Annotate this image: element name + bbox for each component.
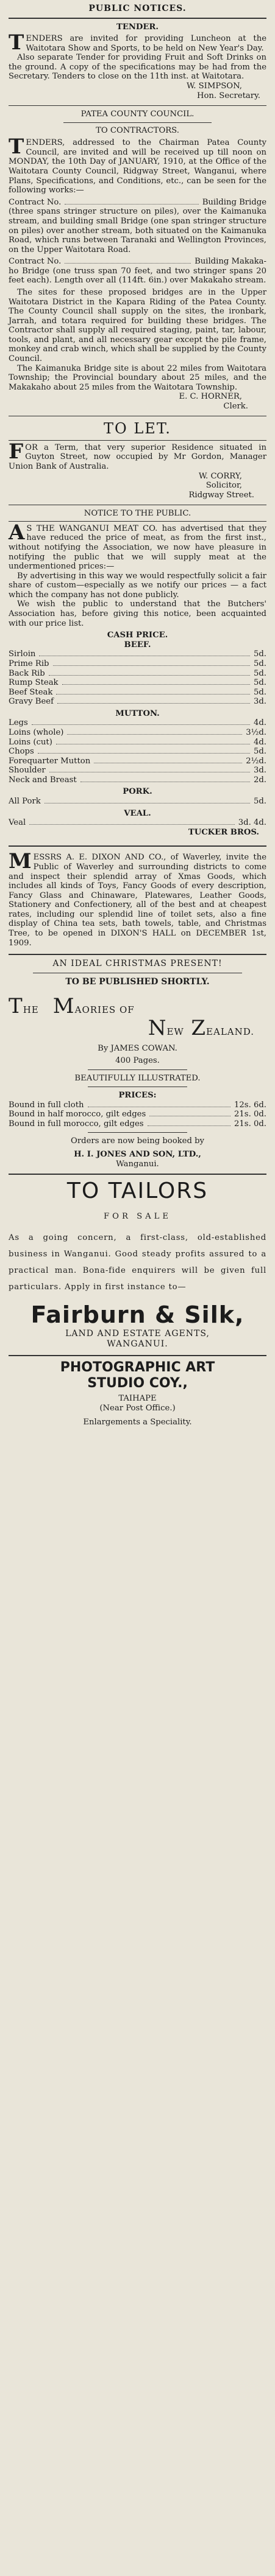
book-title [9, 994, 266, 1040]
signature-name: W. CORRY, [198, 471, 242, 481]
contract-text: ho Bridge (one truss span 70 feet, and two stringer spans 20 feet each). Length over all (114ft. 6in.) over Makakaho stream. [9, 266, 266, 285]
price-row [9, 757, 266, 766]
mutton-title: MUTTON. [115, 709, 160, 718]
price-row [9, 747, 266, 757]
divider [88, 1069, 187, 1070]
dixon-text: ESSRS A. E. DIXON AND CO., of Waverley, invite the Public of Waverley and surrounding districts to come and inspect their splendid array of Xmas Goods, which includes all kinds of Toys, Fancy Goods of every description, Fancy Glass and Chinaware, Platewares, Leather Goods, Stationery and Confectionery, all of the best and at cheapest rates, including our splendid line of toilet sets, also a fine display of China tea sets, bath towels, table, and Christmas Tree, to be opened in DIXON'S HALL on DECEMBER 1st, 1909. [9, 853, 266, 948]
price-value: 21s. 0d. [234, 1119, 266, 1129]
veal-title: VEAL. [124, 808, 151, 818]
maories-line2: TO BE PUBLISHED SHORTLY. [65, 976, 210, 987]
contract-label: Contract No. [9, 257, 62, 267]
maories-line1: AN IDEAL CHRISTMAS PRESENT! [52, 959, 223, 969]
meat-paragraph: S THE WANGANUI MEAT CO. has advertised that they have reduced the price of meat, as from the first inst., without notifying the Association, we now have pleasure in notifying the public that we will supply meat at the undermentioned prices:— [9, 523, 266, 572]
pork-price-list [9, 797, 266, 807]
price-item: Sirloin [9, 649, 36, 659]
price-row [9, 766, 266, 775]
meat-notice [9, 509, 266, 837]
mutton-price-list [9, 718, 266, 785]
price-value: 5d. [253, 687, 266, 697]
divider [9, 1355, 266, 1356]
to-let-notice [9, 420, 266, 500]
price-row [9, 718, 266, 728]
signature-role: Solicitor, [205, 481, 242, 491]
contract-title: Building Makaka- [195, 257, 266, 267]
patea-notice [9, 110, 266, 411]
price-item: Bound in full morocco, gilt edges [9, 1119, 144, 1129]
price-item: Shoulder [9, 766, 46, 775]
leader-dots [49, 675, 250, 676]
signature-role: Hon. Secretary. [196, 91, 260, 100]
beef-title: BEEF. [124, 640, 151, 649]
tender-paragraph: ENDERS are invited for providing Luncheon at the Waitotara Show and Sports, to be held on New Year's Day. [26, 34, 266, 53]
price-item: Forequarter Mutton [9, 756, 91, 766]
fairburn-notice [9, 1301, 266, 1349]
illustrated: BEAUTIFULLY ILLUSTRATED. [74, 1073, 201, 1083]
signature-address: Ridgway Street. [188, 490, 254, 500]
price-value: 21s. 0d. [234, 1110, 266, 1119]
price-item: Gravy Beef [9, 697, 54, 707]
publisher: H. I. JONES AND SON, LTD., [74, 1150, 201, 1159]
title-initial: N [148, 1016, 167, 1041]
to-let-heading: TO LET. [104, 420, 171, 438]
tailors-notice [9, 1178, 266, 1295]
fairburn-sub: LAND AND ESTATE AGENTS, [65, 1329, 210, 1339]
price-value: 12s. 6d. [234, 1100, 266, 1110]
price-value: 4d. [253, 737, 266, 747]
photo-line3: TAIHAPE [118, 1394, 157, 1404]
price-value: 3½d. [246, 727, 266, 737]
orders-line: Orders are now being booked by [71, 1136, 204, 1146]
patea-distances: The Kaimanuka Bridge site is about 22 miles from Waitotara Township; the Provincial boundary about 25 miles, and the Makakaho about 25 miles from the Waitotara Township. [9, 363, 266, 392]
price-row [9, 738, 266, 747]
title-part: HE [23, 1004, 39, 1016]
price-item: Beef Steak [9, 687, 53, 697]
pages: 400 Pages. [115, 1055, 160, 1065]
signature-name: E. C. HORNER, [179, 392, 242, 402]
tailors-text: As a going concern, a first-class, old-established business in Wanganui. Good steady profits assured to a practical man. Bona-fide enquirers will be given full particulars. Apply in first instance to— [9, 1233, 266, 1292]
price-value: 4d. [253, 718, 266, 728]
title-part: AORIES OF [74, 1004, 135, 1016]
photo-line4: (Near Post Office.) [99, 1403, 176, 1413]
leader-dots [62, 684, 250, 685]
page-title: PUBLIC NOTICES. [88, 4, 187, 13]
photo-line5: Enlargements a Speciality. [83, 1418, 192, 1427]
price-row [9, 1110, 266, 1119]
price-row [9, 797, 266, 807]
fairburn-place: WANGANUI. [107, 1339, 168, 1349]
tender-heading: TENDER. [116, 22, 159, 32]
price-item: All Pork [9, 797, 41, 807]
title-initial: M [52, 994, 75, 1019]
publisher-place: Wanganui. [116, 1159, 159, 1169]
contract-text: (three spans stringer structure on piles), over the Kaimanuka stream, and building small Bridge (one span stringer structure on piles) over another stream, both situated on the Kaimanuka Road, which runs between Taranaki and Wellington Provinces, on the Upper Waitotara Road. [9, 207, 266, 254]
contract-2 [9, 257, 266, 285]
prices-title: PRICES: [118, 1091, 157, 1101]
dropcap: T [9, 30, 24, 55]
leader-dots [56, 694, 250, 695]
price-row [9, 669, 266, 679]
divider [9, 105, 266, 106]
title-part: EALAND. [206, 1026, 254, 1038]
meat-paragraph: We wish the public to understand that the Butchers' Association has, before giving this notice, been acquainted with our price list. [9, 600, 266, 628]
price-row [9, 678, 266, 688]
divider [9, 521, 266, 522]
leader-dots [67, 734, 242, 735]
signature-name: TUCKER BROS. [188, 827, 259, 837]
price-row [9, 659, 266, 669]
price-value: 3d. [253, 697, 266, 707]
price-row [9, 775, 266, 785]
dixon-notice [9, 849, 266, 948]
price-item: Loins (cut) [9, 737, 52, 747]
divider [9, 1174, 266, 1175]
price-row [9, 649, 266, 659]
divider [88, 1132, 187, 1133]
price-row [9, 1119, 266, 1129]
to-let-text: OR a Term, that very superior Residence situated in Guyton Street, now occupied by Mr Gordon, Manager Union Bank of Australia. [9, 443, 266, 471]
price-value: 3d. [253, 766, 266, 775]
title-initial: Z [191, 1016, 207, 1041]
photo-line1: PHOTOGRAPHIC ART [60, 1360, 215, 1376]
leader-dots [29, 824, 235, 825]
leader-dots [53, 665, 250, 666]
patea-intro: ENDERS, addressed to the Chairman Patea County Council, are invited and will be received up till noon on MONDAY, the 10th Day of JANUARY, 1910, at the Office of the Waitotara County Council, Ridgway Street, Wanganui, where Plans, Specifications, and Conditions, etc., can be seen for the following works:— [9, 138, 266, 195]
tailors-sub: FOR SALE [103, 1211, 172, 1221]
contract-title: Building Bridge [202, 197, 266, 207]
price-row [9, 688, 266, 698]
photo-line2: STUDIO COY., [87, 1376, 188, 1391]
divider [9, 954, 266, 955]
patea-heading: PATEA COUNTY COUNCIL. [80, 110, 195, 119]
signature-name: W. SIMPSON, [187, 81, 242, 91]
price-item: Neck and Breast [9, 775, 77, 785]
tailors-heading: TO TAILORS [66, 1178, 209, 1204]
dropcap: T [9, 135, 24, 159]
price-item: Bound in half morocco, gilt edges [9, 1110, 146, 1119]
maories-notice [9, 959, 266, 1169]
pork-title: PORK. [123, 787, 152, 797]
book-price-list [9, 1101, 266, 1129]
contract-label: Contract No. [9, 197, 62, 207]
leader-dots [57, 703, 250, 704]
leader-dots [65, 204, 198, 205]
author: By JAMES COWAN. [98, 1044, 177, 1054]
beef-price-list [9, 649, 266, 706]
meat-heading: NOTICE TO THE PUBLIC. [84, 509, 191, 519]
patea-sites: The sites for these proposed bridges are in the Upper Waitotara District in the Kapara Riding of the Patea County. The County Council shall supply on the sites, the ironbark, Jarrah, and totara required for building these bridges. The Contractor shall supply all required staging, paint, tar, labour, tools, and plant, and all necessary gear except the pile frame, monkey and crab winch, which shall be supplied by the County Council. [9, 287, 266, 364]
leader-dots [148, 1125, 230, 1126]
divider [9, 18, 266, 19]
fairburn-name: Fairburn & Silk, [30, 1301, 245, 1329]
price-value: 5d. [253, 797, 266, 807]
tender-paragraph: Also separate Tender for providing Fruit and Soft Drinks on the ground. A copy of the specifications may be had from the Secretary. Tenders to close on the 11th inst. at Waitotara. [9, 53, 266, 82]
contract-1 [9, 198, 266, 254]
price-value: 2½d. [246, 756, 266, 766]
price-value: 5d. [253, 649, 266, 659]
price-item: Rump Steak [9, 678, 59, 688]
dropcap: F [9, 439, 24, 464]
price-value: 2d. [253, 775, 266, 785]
divider [63, 122, 212, 123]
title-part: EW [166, 1026, 184, 1038]
leader-dots [38, 753, 250, 754]
meat-paragraph: By advertising in this way we would respectfully solicit a fair share of custom—especially as we notify our prices — a fact which the company has not done publicly. [9, 571, 266, 600]
price-row [9, 697, 266, 707]
price-row [9, 1101, 266, 1110]
title-initial: T [9, 994, 23, 1019]
dropcap: A [9, 520, 25, 545]
price-value: 3d. 4d. [238, 818, 266, 828]
dropcap: M [9, 849, 32, 874]
price-item: Back Rib [9, 668, 45, 678]
veal-price-list [9, 818, 266, 828]
divider [9, 440, 266, 441]
photo-notice [9, 1360, 266, 1427]
price-item: Legs [9, 718, 28, 728]
price-item: Chops [9, 747, 34, 757]
price-value: 5d. [253, 668, 266, 678]
leader-dots [65, 263, 191, 264]
price-item: Prime Rib [9, 659, 49, 668]
price-item: Veal [9, 818, 26, 828]
signature-role: Clerk. [223, 401, 248, 411]
divider [9, 845, 266, 847]
price-value: 5d. [253, 678, 266, 688]
patea-subheading: TO CONTRACTORS. [96, 125, 179, 135]
leader-dots [32, 724, 250, 725]
price-value: 5d. [253, 747, 266, 757]
price-row [9, 818, 266, 828]
price-value: 5d. [253, 659, 266, 668]
cash-price-title: CASH PRICE. [107, 631, 168, 640]
price-item: Bound in full cloth [9, 1100, 84, 1110]
price-row [9, 728, 266, 738]
tender-notice [9, 23, 266, 101]
price-item: Loins (whole) [9, 727, 64, 737]
